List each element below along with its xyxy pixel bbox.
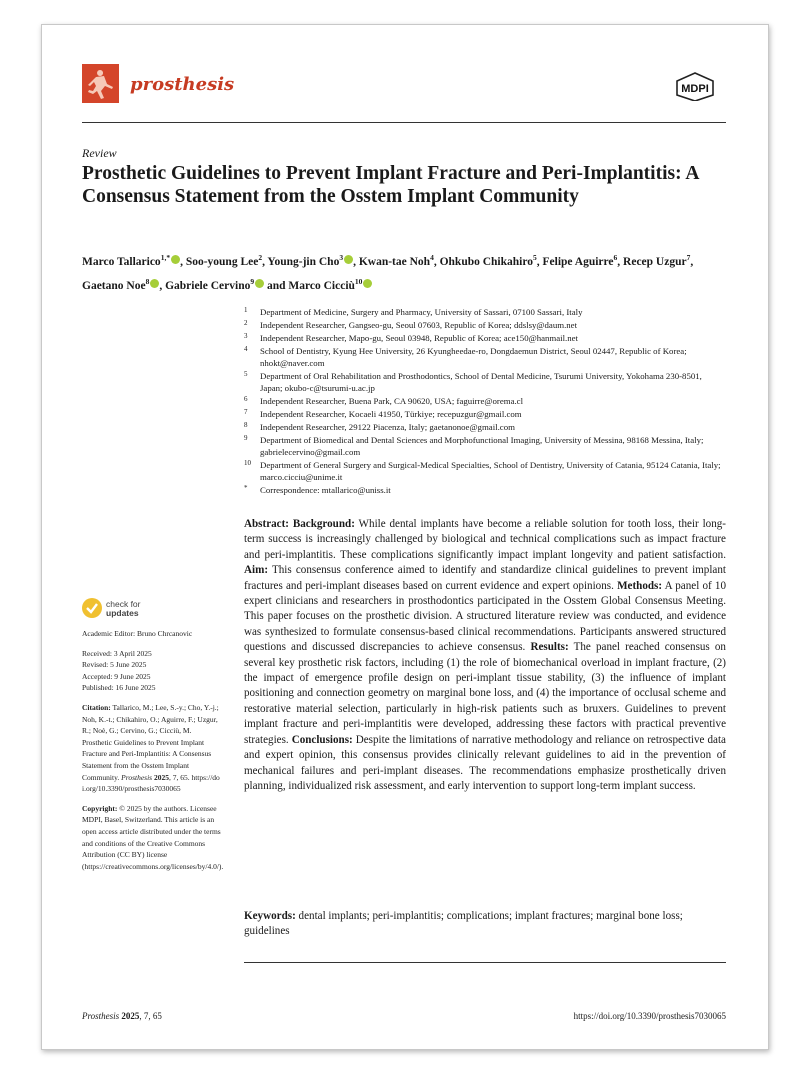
orcid-icon — [150, 279, 159, 288]
author-name: Felipe Aguirre — [542, 255, 614, 268]
copyright: Copyright: © 2025 by the authors. Licensee MDPI, Basel, Switzerland. This article is an open access article distributed under the terms and conditions of the Creative Commons Attribution (CC BY) license (https://creativecommons.org/licenses/by/4.0/). — [82, 803, 224, 871]
abstract: Abstract: Background: While dental implants have become a reliable solution for tooth loss, their long-term success is increasingly challenged by biological and technical complications such as impact fracture and peri-implantitis. These complications significantly impact implant longevity and patient satisfaction. Aim: This consensus conference aimed to identify and standardize clinical guidelines to prevent implant fractures and peri-implant diseases based on current evidence and expert opinions. Methods: A panel of 10 expert clinicians and researchers in prosthodontics participated in the Osstem Global Consensus Meeting. This paper focuses on the prosthetic division. A structured literature review was conducted, and evidence was synthesized to formulate consensus-based clinical recommendations. Participants answered structured questions and discussed discrepancies to achieve consensus. Results: The panel reached consensus on several key prosthetic risk factors, including (1) the role of biomechanical overload in implant fracture, (2) the impact of emergence profile design on peri-implant tissue stability, (3) the influence of implant positioning and connection geometry on marginal bone loss, and (4) the importance of occlusal scheme and restorative material selection, particularly in high-risk patients such as bruxers. Guidelines to prevent implant fracture and peri-implantitis were developed, addressing these factors with practical preventive strategies. Conclusions: Despite the limitations of narrative methodology and reliance on retrospective data and expert opinion, this consensus provides clinically relevant guidelines to aid in the prevention of mechanical failures and peri-implant diseases. The recommendations emphasize prosthetically driven planning, individualized risk assessment, and early intervention to support long-term implant success. — [244, 518, 726, 792]
orcid-icon — [171, 255, 180, 264]
author-name: Ohkubo Chikahiro — [439, 255, 534, 268]
author-name: Soo-young Lee — [185, 255, 259, 268]
author-name: Kwan-tae Noh — [358, 255, 431, 268]
author-list: Marco Tallarico$^{1,*}$ , Soo-young Lee$^2$, Young-jin Cho$^3$ , Kwan-tae Noh$^4$, Ohkubo Chikahiro$^5$, Felipe Aguirre$^6$, Recep Uzgur$^7$, Gaetano Noe$^8$ , Gabriele Cervino$^9$ and Marco Cicciù$^{10}$ — [82, 253, 694, 292]
revised-date: Revised: 5 June 2025 — [82, 660, 147, 670]
orcid-icon — [344, 255, 353, 264]
affiliation: 7 Independent Researcher, Kocaeli 41950, Türkiye; recepuzgur@gmail.com — [244, 408, 522, 419]
prosthesis-logo-icon — [82, 64, 119, 103]
check-for-updates-button[interactable]: check for updates — [82, 598, 192, 624]
orcid-icon — [363, 279, 372, 288]
author-name: Young-jin Cho — [267, 255, 340, 268]
affiliation-list — [244, 306, 724, 497]
footer-doi-link[interactable]: https://doi.org/10.3390/prosthesis7030065 — [573, 1011, 726, 1021]
abstract-rule — [244, 962, 726, 963]
citation: Citation: Tallarico, M.; Lee, S.-y.; Cho, Y.-j.; Noh, K.-t.; Chikahiro, O.; Aguirre, F.; Uzgur, R.; Noè, G.; Cervino, G.; Cicciù, M. Prosthetic Guidelines to Prevent Implant Fracture and Peri-Implantitis: A Consensus Statement from the Osstem Implant Community. Prosthesis 2025, 7, 65. https://doi.org/10.3390/prosthesis7030065 — [82, 702, 220, 794]
footer-citation: Prosthesis 2025, 7, 65 — [82, 1011, 162, 1021]
orcid-icon — [255, 279, 264, 288]
affiliation: 4 School of Dentistry, Kyung Hee University, 26 Kyungheedae-ro, Dongdaemun District, Seoul 02447, Republic of Korea; nhokt@naver.com — [244, 345, 687, 368]
author-name: Gaetano Noe — [82, 279, 146, 292]
article-title: Prosthetic Guidelines to Prevent Implant Fracture and Peri-Implantitis: A Consensus Statement from the Osstem Implant Community — [82, 163, 699, 207]
received-date: Received: 3 April 2025 — [82, 648, 152, 658]
published-date: Published: 16 June 2025 — [82, 683, 156, 693]
author-name: Marco Tallarico — [82, 255, 161, 268]
academic-editor: Academic Editor: Bruno Chrcanovic — [82, 629, 193, 638]
affiliation: 5 Department of Oral Rehabilitation and Prosthodontics, School of Dental Medicine, Tsurumi University, Yokohama 230-8501, Japan; okubo-c@tsurumi-u.ac.jp — [244, 370, 702, 393]
affiliation: 6 Independent Researcher, Buena Park, CA 90620, USA; faguirre@orema.cl — [244, 395, 524, 406]
affiliation: 3 Independent Researcher, Mapo-gu, Seoul 03948, Republic of Korea; ace150@hanmail.net — [244, 332, 578, 343]
citation-doi-link[interactable]: https://doi.org/10.3390/prosthesis7030065 — [82, 772, 220, 794]
author-name: Marco Cicciù — [288, 279, 355, 292]
accepted-date: Accepted: 9 June 2025 — [82, 671, 151, 681]
article-type: Review — [82, 146, 117, 160]
mdpi-logo-icon — [672, 71, 718, 101]
author-name: Gabriele Cervino — [165, 279, 251, 292]
affiliation: 9 Department of Biomedical and Dental Sciences and Morphofunctional Imaging, University of Messina, 98168 Messina, Italy; gabrielecervino@gmail.com — [244, 434, 704, 457]
affiliation: 10 Department of General Surgery and Surgical-Medical Specialties, School of Dentistry, University of Catania, 95124 Catania, Italy; marco.cicciu@unime.it — [244, 459, 721, 482]
affiliation: 1 Department of Medicine, Surgery and Pharmacy, University of Sassari, 07100 Sassari, Italy — [244, 306, 583, 317]
check-updates-icon — [82, 598, 102, 618]
publisher-name: MDPI — [681, 83, 709, 95]
affiliation: 8 Independent Researcher, 29122 Piacenza, Italy; gaetanonoe@gmail.com — [244, 421, 515, 432]
journal-name: prosthesis — [130, 74, 235, 95]
affiliation: 2 Independent Researcher, Gangseo-gu, Seoul 07603, Republic of Korea; ddslsy@daum.net — [244, 319, 578, 330]
header-rule — [82, 122, 726, 123]
affiliation: * Correspondence: mtallarico@uniss.it — [244, 484, 391, 495]
keywords: Keywords: dental implants; peri-implantitis; complications; implant fractures; marginal bone loss; guidelines — [244, 910, 683, 938]
author-name: Recep Uzgur — [623, 255, 687, 268]
article-info-sidebar — [82, 628, 222, 880]
